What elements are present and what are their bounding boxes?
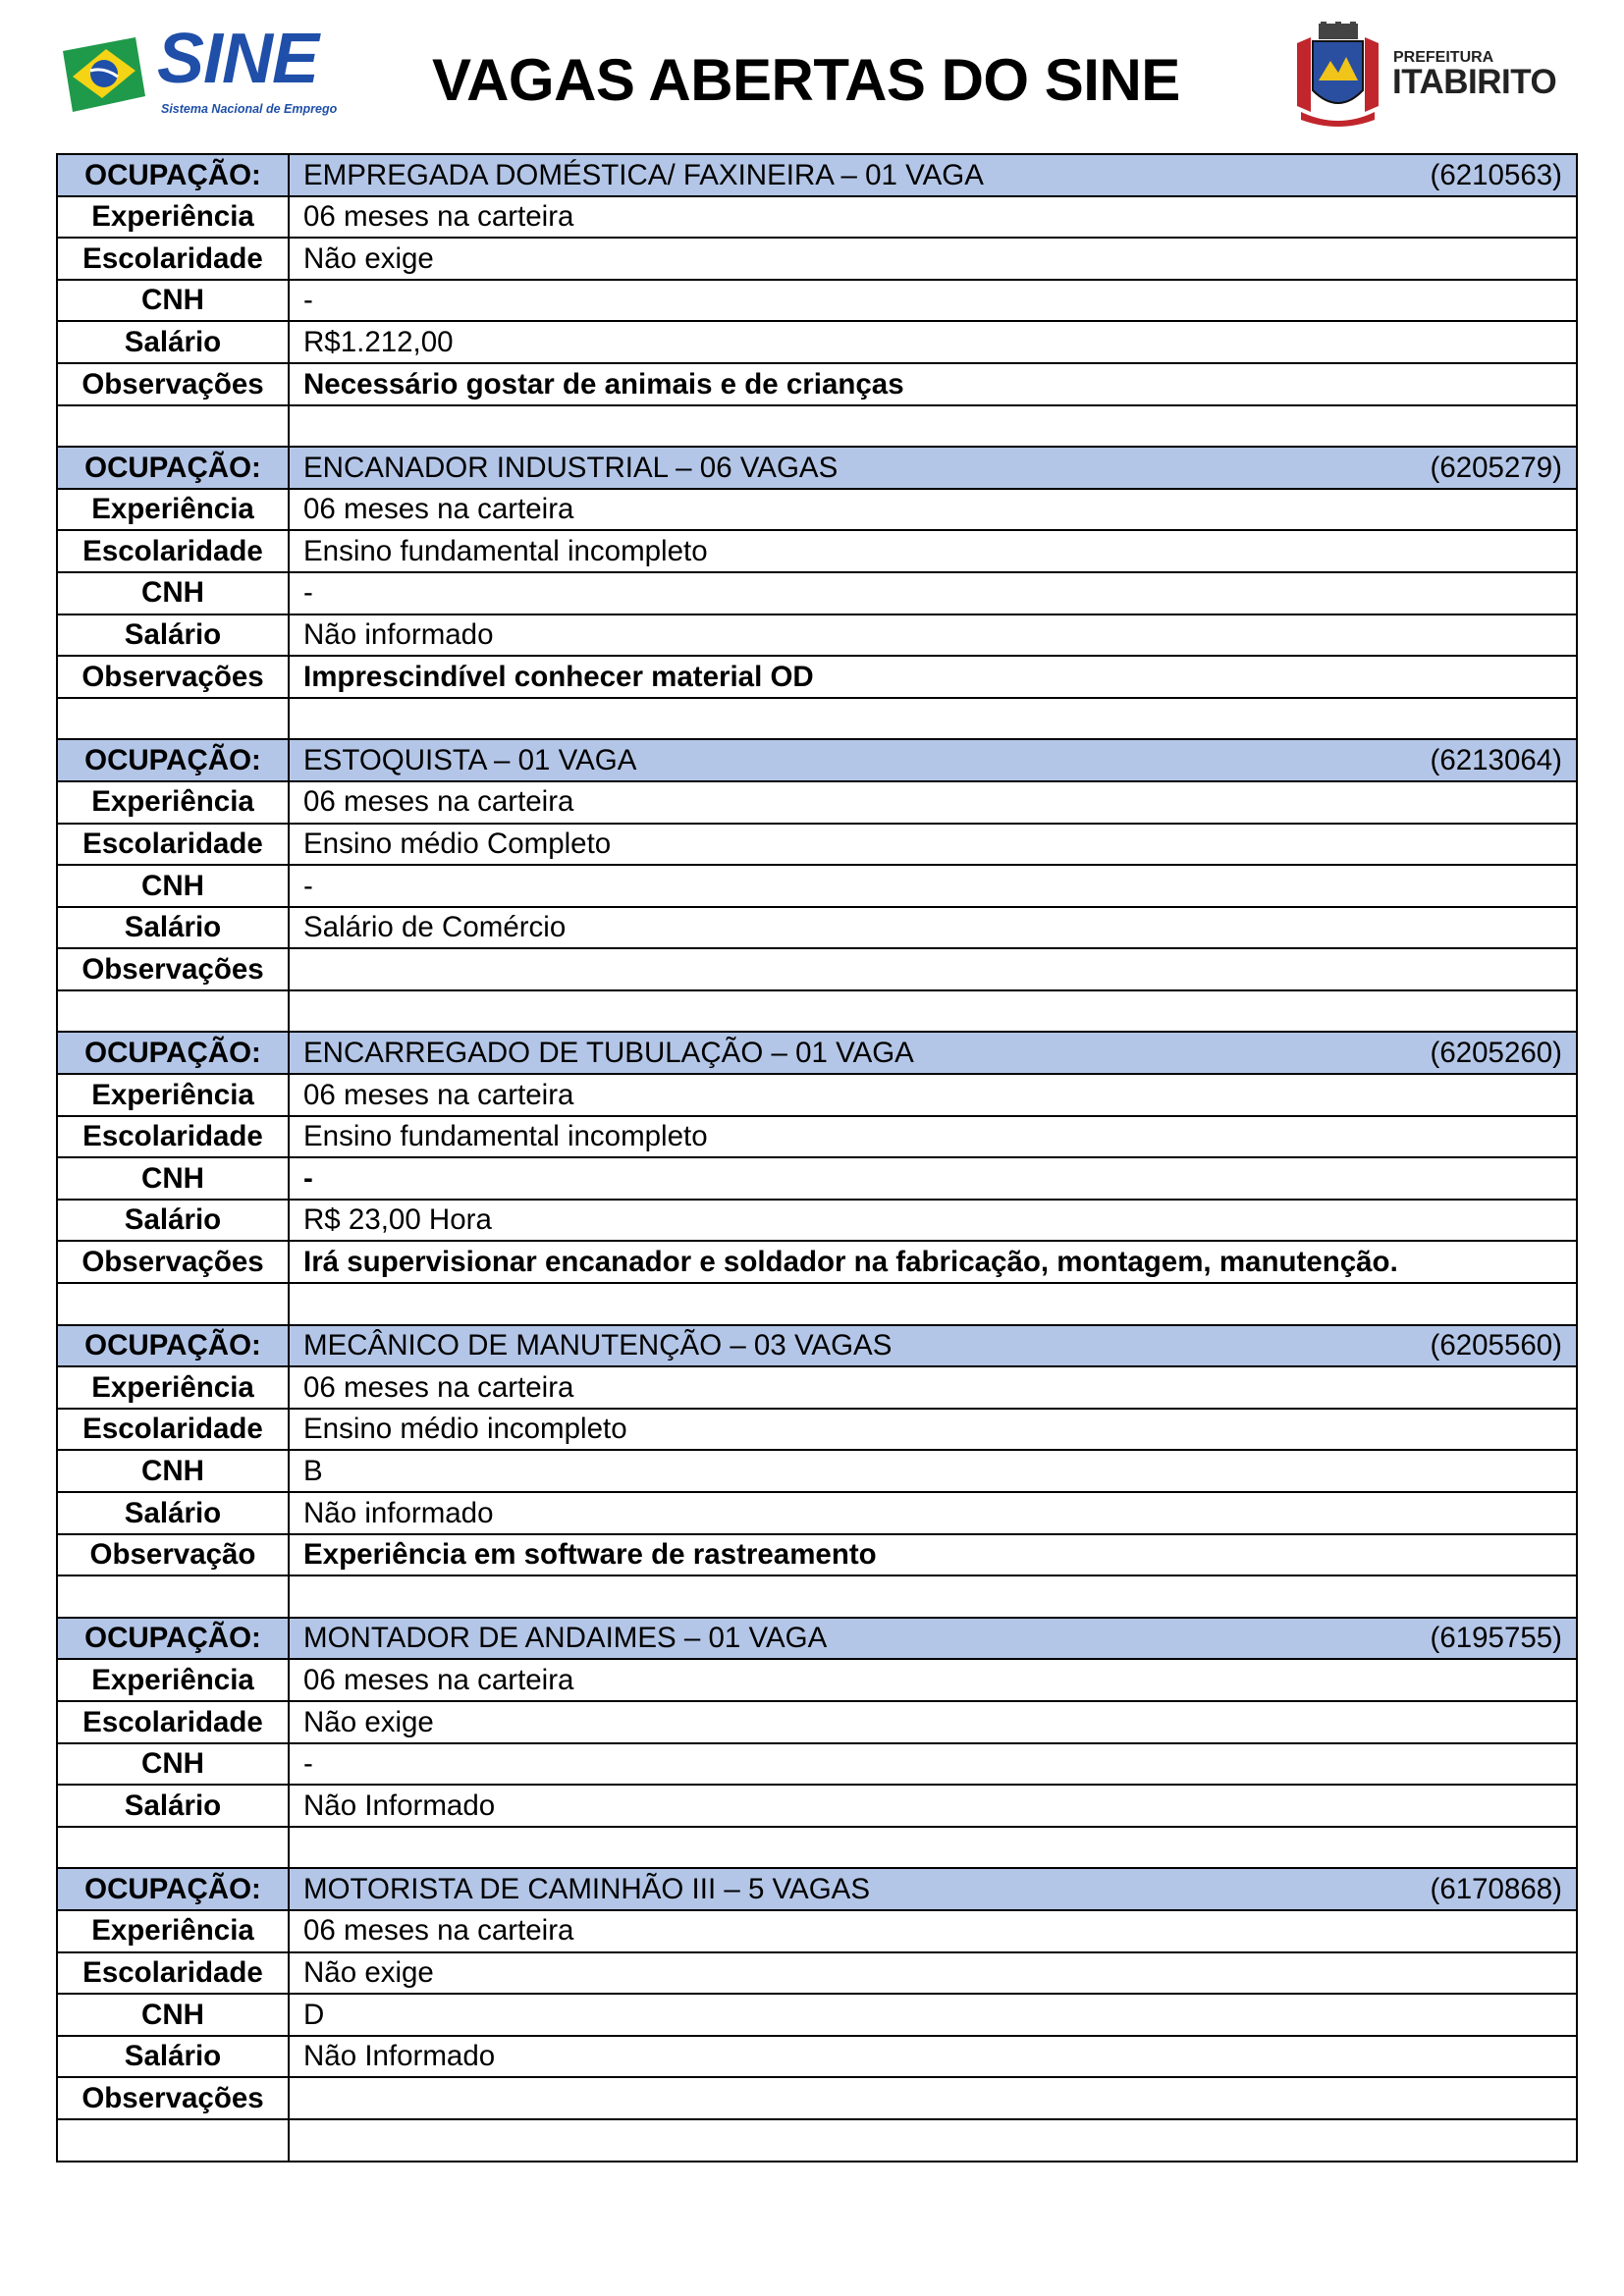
detail-label: Observações [57,1241,289,1283]
detail-label: Salário [57,1492,289,1534]
detail-row [57,1492,1577,1534]
job-title: MONTADOR DE ANDAIMES – 01 VAGA [303,1622,828,1655]
spacer-row [57,2119,1577,2162]
detail-value: Não exige [289,1701,1577,1743]
spacer-row [57,405,1577,448]
spacer-row [57,1283,1577,1325]
occupation-row [57,1618,1577,1660]
occupation-label: OCUPAÇÃO: [57,1618,289,1660]
spacer-row [57,990,1577,1033]
detail-row [57,1450,1577,1492]
detail-value: - [289,865,1577,907]
occupation-cell [289,447,1577,489]
job-code: (6210563) [1430,158,1562,191]
detail-label: CNH [57,1994,289,2036]
occupation-cell [289,154,1577,196]
detail-value: Não exige [289,1952,1577,1995]
spacer-cell [57,2119,289,2162]
detail-label: CNH [57,1157,289,1200]
detail-value: Salário de Comércio [289,907,1577,949]
city-crest-icon [1291,22,1384,128]
detail-row [57,948,1577,990]
detail-row [57,1074,1577,1116]
spacer-cell [57,1575,289,1618]
prefeitura-label: PREFEITURA [1393,49,1494,66]
detail-label: Observações [57,363,289,405]
detail-label: Escolaridade [57,1409,289,1451]
detail-value: Ensino fundamental incompleto [289,1116,1577,1158]
occupation-cell [289,1032,1577,1074]
detail-value: - [289,1157,1577,1200]
detail-row [57,1409,1577,1451]
sine-logo [59,20,344,125]
detail-label: Observações [57,656,289,698]
occupation-label: OCUPAÇÃO: [57,1868,289,1910]
detail-label: Salário [57,2036,289,2078]
detail-row [57,530,1577,572]
detail-row [57,1534,1577,1576]
detail-value: Não exige [289,238,1577,280]
detail-row [57,1785,1577,1827]
occupation-label: OCUPAÇÃO: [57,154,289,196]
detail-row [57,321,1577,363]
detail-row [57,1743,1577,1786]
detail-row [57,781,1577,824]
occupation-row [57,1032,1577,1074]
detail-row [57,2036,1577,2078]
detail-row [57,2077,1577,2119]
detail-value: Necessário gostar de animais e de crianças [289,363,1577,405]
detail-row [57,1157,1577,1200]
job-title: MECÂNICO DE MANUTENÇÃO – 03 VAGAS [303,1329,893,1362]
brazil-flag-icon [59,37,149,114]
detail-value: 06 meses na carteira [289,1910,1577,1952]
occupation-label: OCUPAÇÃO: [57,739,289,781]
sine-logo-text: SINE [157,20,319,98]
detail-label: Escolaridade [57,1952,289,1995]
job-code: (6195755) [1430,1622,1562,1655]
detail-value: Ensino médio Completo [289,824,1577,866]
detail-value: 06 meses na carteira [289,196,1577,239]
detail-row [57,656,1577,698]
detail-value: - [289,572,1577,614]
job-title: ESTOQUISTA – 01 VAGA [303,743,637,776]
spacer-cell [57,405,289,448]
detail-row [57,489,1577,531]
occupation-row [57,154,1577,196]
detail-row [57,1366,1577,1409]
spacer-cell [289,990,1577,1033]
job-title: MOTORISTA DE CAMINHÃO III – 5 VAGAS [303,1872,871,1905]
occupation-label: OCUPAÇÃO: [57,1325,289,1367]
detail-value: 06 meses na carteira [289,489,1577,531]
detail-row [57,1701,1577,1743]
detail-value [289,948,1577,990]
job-code: (6170868) [1430,1872,1562,1905]
detail-value: 06 meses na carteira [289,1659,1577,1701]
occupation-row [57,447,1577,489]
detail-row [57,907,1577,949]
detail-label: Experiência [57,1366,289,1409]
spacer-row [57,698,1577,740]
occupation-row [57,1325,1577,1367]
job-code: (6205279) [1430,451,1562,484]
detail-row [57,1200,1577,1242]
detail-label: CNH [57,1450,289,1492]
detail-label: Salário [57,614,289,657]
detail-label: Salário [57,321,289,363]
detail-value: Não informado [289,1492,1577,1534]
detail-row [57,238,1577,280]
detail-value: 06 meses na carteira [289,1074,1577,1116]
detail-label: Observação [57,1534,289,1576]
detail-value: R$ 23,00 Hora [289,1200,1577,1242]
spacer-cell [289,1283,1577,1325]
detail-value: - [289,1743,1577,1786]
detail-value: D [289,1994,1577,2036]
detail-value: Irá supervisionar encanador e soldador na fabricação, montagem, manutenção. [289,1241,1577,1283]
detail-label: CNH [57,572,289,614]
prefeitura-city: ITABIRITO [1392,63,1557,101]
spacer-cell [57,1283,289,1325]
spacer-cell [289,1575,1577,1618]
detail-label: Experiência [57,781,289,824]
detail-value: Ensino fundamental incompleto [289,530,1577,572]
job-code: (6213064) [1430,743,1562,776]
occupation-cell [289,1325,1577,1367]
detail-row [57,196,1577,239]
spacer-cell [289,405,1577,448]
page-title: VAGAS ABERTAS DO SINE [432,47,1180,113]
occupation-cell [289,1618,1577,1660]
detail-row [57,363,1577,405]
detail-label: Escolaridade [57,1116,289,1158]
detail-value: Experiência em software de rastreamento [289,1534,1577,1576]
occupation-label: OCUPAÇÃO: [57,447,289,489]
detail-value: B [289,1450,1577,1492]
detail-label: Experiência [57,196,289,239]
spacer-row [57,1575,1577,1618]
sine-logo-subtitle: Sistema Nacional de Emprego [161,102,338,116]
detail-label: Experiência [57,489,289,531]
detail-value: 06 meses na carteira [289,1366,1577,1409]
spacer-cell [57,990,289,1033]
detail-row [57,614,1577,657]
detail-value [289,2077,1577,2119]
detail-row [57,280,1577,322]
detail-value: 06 meses na carteira [289,781,1577,824]
vagas-table [56,153,1578,2163]
detail-value: Não Informado [289,2036,1577,2078]
occupation-cell [289,1868,1577,1910]
spacer-cell [289,1827,1577,1869]
spacer-row [57,1827,1577,1869]
spacer-cell [57,1827,289,1869]
detail-value: Não informado [289,614,1577,657]
detail-label: Escolaridade [57,824,289,866]
occupation-row [57,1868,1577,1910]
detail-row [57,1241,1577,1283]
detail-label: Escolaridade [57,238,289,280]
detail-value: Ensino médio incompleto [289,1409,1577,1451]
detail-row [57,865,1577,907]
detail-row [57,824,1577,866]
occupation-label: OCUPAÇÃO: [57,1032,289,1074]
detail-value: Não Informado [289,1785,1577,1827]
job-title: ENCANADOR INDUSTRIAL – 06 VAGAS [303,451,839,484]
spacer-cell [289,2119,1577,2162]
page-header [0,0,1624,147]
occupation-cell [289,739,1577,781]
detail-label: Salário [57,1785,289,1827]
detail-row [57,1116,1577,1158]
detail-row [57,1910,1577,1952]
detail-row [57,1994,1577,2036]
detail-row [57,572,1577,614]
detail-label: CNH [57,865,289,907]
detail-value: R$1.212,00 [289,321,1577,363]
detail-value: - [289,280,1577,322]
job-title: ENCARREGADO DE TUBULAÇÃO – 01 VAGA [303,1037,914,1070]
prefeitura-logo [1291,22,1566,130]
detail-row [57,1952,1577,1995]
occupation-row [57,739,1577,781]
spacer-cell [57,698,289,740]
detail-label: Salário [57,907,289,949]
job-title: EMPREGADA DOMÉSTICA/ FAXINEIRA – 01 VAGA [303,158,984,191]
job-code: (6205560) [1430,1329,1562,1362]
detail-label: Escolaridade [57,1701,289,1743]
detail-label: Experiência [57,1659,289,1701]
spacer-cell [289,698,1577,740]
detail-label: Observações [57,948,289,990]
detail-label: Experiência [57,1910,289,1952]
detail-label: Observações [57,2077,289,2119]
job-code: (6205260) [1430,1037,1562,1070]
detail-value: Imprescindível conhecer material OD [289,656,1577,698]
detail-label: Escolaridade [57,530,289,572]
detail-label: Experiência [57,1074,289,1116]
detail-label: CNH [57,1743,289,1786]
detail-row [57,1659,1577,1701]
detail-label: Salário [57,1200,289,1242]
detail-label: CNH [57,280,289,322]
